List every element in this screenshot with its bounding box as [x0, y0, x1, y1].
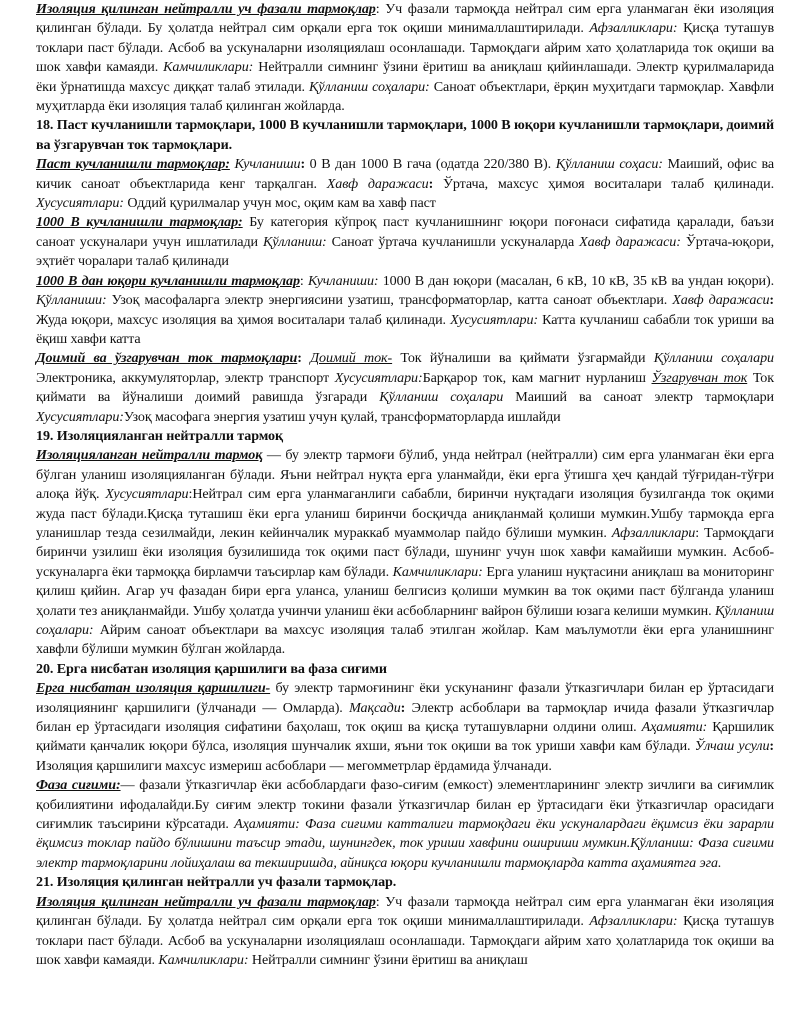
text-run: бу электр тармоғининг ёки ускунанинг фазали ўтказгичлари билан ер ўртасидаги изоляциянинг қаршилиги (ўлчанади — Омларда).	[36, 680, 774, 716]
text-run: Ток йўналиши ва қиймати ўзгармайди	[392, 350, 654, 367]
text-run	[302, 350, 310, 366]
label-run: Афзалликлари:	[589, 20, 678, 37]
label-run: Камчиликлари:	[392, 563, 483, 580]
label-run: Хусусиятлари:	[334, 369, 423, 386]
label-run: Камчиликлари:	[163, 59, 254, 76]
paragraph	[36, 213, 774, 271]
label-run: Хавф даражаси	[326, 175, 429, 192]
label-run: Аҳамияти:	[234, 816, 300, 833]
text-run: Электроника, аккумуляторлар, электр транспорт	[36, 369, 335, 386]
text-run: Маиший, офис ва кичик саноат объектларида кенг тарқалган.	[36, 156, 774, 192]
term-title: Ерга нисбатан изоляция қаршилиги-	[36, 680, 271, 697]
text-run: Ўртача, махсус ҳимоя воситалари талаб қилинади.	[433, 175, 774, 192]
text-run: Изоляция қаршилиги махсус измериш асбоблари — мегомметрлар ёрдамида ўлчанади.	[36, 757, 552, 774]
section-heading: 18. Паст кучланишли тармоқлари, 1000 В кучланишли тармоқлари, 1000 В юқори кучланишли тармоқлари, доимий ва ўзгарувчан ток тармоқлари.	[36, 117, 774, 153]
paragraph	[36, 893, 774, 971]
label-run: Қўлланиши:	[36, 292, 107, 309]
label-run: Кучланиши	[234, 156, 301, 173]
paragraph	[36, 679, 774, 776]
text-run: — бу электр тармоғи бўлиб, унда нейтрал (нейтралли) сим ерга уланмаган ёки ерга бўлган уланиш изоляцияланган бўлади. Яъни нейтрал нуқта ерга уланмайди, ёки ерга ўтишга ҳеч қандай тўғридан-тўғри алоқа йўқ.	[36, 447, 774, 503]
text-run: Қаршилик қиймати қанчалик юқори бўлса, изоляция шунчалик яхши, яъни ток оқиши ва ток уриши хавфи кам бўлади.	[36, 719, 774, 755]
text-run: Қисқа туташув токлари паст бўлади. Асбоб ва ускуналарни изоляциялаш осонлашади. Тармоқдаги айрим хато ҳолатларида ток оқиши ва шок хавфи камаяди.	[36, 20, 774, 76]
term-title: Изоляция қилинган нейтралли уч фазали тармоқлар	[36, 893, 376, 910]
label-run: Аҳамияти:	[641, 719, 708, 736]
text-run: Саноат объектлари, ёрқин муҳитдаги тармоқлар. Хавфли муҳитларда ёки изоляция талаб қилинган жойларда.	[36, 78, 774, 115]
label-run: Қўлланиш:	[630, 835, 694, 852]
paragraph	[36, 155, 774, 213]
label-run: Фаза сиғими электр тармоқларини лойиҳалаш ва текширишда, айниқса юқори кучланишли тармоқларда катта аҳамиятга эга.	[36, 835, 774, 871]
term-title: 1000 В дан юқори кучланишли тармоқлар	[36, 272, 300, 289]
label-run: :	[428, 175, 434, 192]
text-run: — фазали ўтказгичлар ёки асбоблардаги фазо-сиғим (емкост) элементларининг электр зичлиги ва сиғимлик қобилиятини ифодалайди.Бу сиғим электр токини фазали ўтказгичлар билан ер ўртасидаги ёки ўтказгичлар орасидаги сиғимлик таъсирини кўрсатади.	[36, 777, 775, 833]
text-run: : Уч фазали тармоқда нейтрал сим ерга уланмаган ёки изоляция қилинган бўлади. Бу ҳолатда нейтрал сим орқали ерга ток оқиши минималлаштирилади.	[36, 893, 774, 930]
text-run: Нейтралли симнинг ўзини ёритиш ва аниқлаш	[248, 951, 528, 968]
label-run: :	[300, 156, 306, 173]
section-heading: 19. Изоляцияланган нейтралли тармоқ	[36, 427, 284, 444]
text-run: : Тармоқдаги биринчи узилиш ёки изоляция бузилишида ток оқими паст бўлади, шунинг учун шок хавфи камайиши мумкин. Асбоб-ускуналарга ёки тармоққа бирламчи таъсирлар кам бўлади.	[36, 524, 774, 580]
label-run: Камчиликлари:	[158, 951, 249, 968]
paragraph	[36, 446, 774, 659]
term-title: Фаза сиғими:	[36, 777, 121, 794]
paragraph	[36, 776, 774, 873]
section-heading: 21. Изоляция қилинган нейтралли уч фазали тармоқлар.	[36, 874, 397, 891]
term-title: Доимий ва ўзгарувчан ток тармоқлари	[36, 350, 298, 367]
text-run: Ерга уланиш нуқтасини аниқлаш ва мониторинг қилиш қийин. Агар уч фазадан бири ерга уланса, уланиш белгисиз қолиши мумкин ва ток оқими паст бўлганда уланиш ҳолати тез аниқланмайди. Ушбу ҳолатда учинчи уланиш ёки асбобларнинг вайрон бўлиши юзага келиши мумкин.	[36, 563, 774, 619]
section-heading: 20. Ерга нисбатан изоляция қаршилиги ва фаза сиғими	[36, 660, 387, 677]
label-run: Қўлланиш соҳалари	[379, 389, 504, 406]
text-run: Ток қиймати ва йўналиши доимий равишда ўзгаради	[36, 369, 774, 406]
text-run: Жуда юқори, махсус изоляция ва ҳимоя воситалари талаб қилинади.	[36, 311, 451, 328]
label-run: Қўлланиш соҳалари	[653, 350, 774, 367]
text-run: Катта кучланиш сабабли ток уриши ва ёқиш хавфи катта	[36, 311, 774, 347]
term-title: Паст кучланишли тармоқлар:	[36, 156, 230, 173]
text-run: Узоқ масофаларга электр энергиясини узатиш, трансформаторлар, катта саноат объектлари.	[106, 292, 673, 309]
text-run: Электр асбоблари ва тармоқлар ичида фазали ўтказгичлар билан ер ўртасидаги изоляция сифатини баҳолаш, ток оқиш ва қисқа туташувларни олдини олиш.	[36, 699, 774, 736]
label-run: Хавф даражаси	[672, 292, 770, 309]
label-run: :	[297, 350, 302, 367]
term-title: Изоляция қилинган нейтралли уч фазали тармоқлар	[36, 1, 376, 17]
text-run: Саноат ўртача кучланишли ускуналарда	[326, 233, 580, 250]
label-run: :	[769, 292, 775, 309]
text-run: :Нейтрал сим ерга уланмаганлиги сабабли, биринчи нуқтадаги изоляция бузилганда ток оқими жуда паст бўлади.Қисқа туташиш ёки ерга уланиш биринчи босқичда аниқланмай қолиши мумкин.Ушбу тармоқда ерга уланишлар тезда сезилмайди, лекин кейинчалик мураккаб муаммолар пайдо бўлиши мумкин.	[36, 486, 774, 541]
text-run: Оддий қурилмалар учун мос, оқим кам ва хавф паст	[123, 195, 436, 212]
label-run: Доимий ток-	[310, 350, 393, 367]
paragraph	[36, 349, 774, 427]
label-run: Хусусиятлари:	[36, 408, 124, 425]
label-run: Қўлланиш соҳаси:	[555, 156, 663, 173]
paragraph	[36, 0, 774, 116]
text-run: Айрим саноат объектлари ва махсус изоляция талаб этилган жойлар. Кам маълумотли ёки ерга уланишнинг хавфли бўлиши мумкин бўлган жойларда.	[36, 622, 774, 658]
term-title: Изоляцияланган нейтралли тармоқ	[36, 447, 263, 464]
label-run: Ўлчаш усули	[694, 738, 770, 755]
label-run: Қўлланиш соҳалари:	[36, 602, 774, 638]
label-run: Хусусиятлари	[105, 486, 189, 503]
label-run: Фаза сиғими катталиги тармоқдаги ёки ускуналардаги ёқимсиз ёки зарарли ёқимсиз токлар пайдо бўлишини таъсир этади, шунингдек, ток уриши хавфини ошириши мумкин.	[36, 816, 774, 852]
label-run: Кучланиши:	[307, 272, 379, 289]
text-run: Ўртача-юқори, эҳтиёт чоралари талаб қилинади	[36, 233, 775, 270]
text-run: Қисқа туташув токлари паст бўлади. Асбоб ва ускуналарни изоляциялаш осонлашади. Тармоқдаги айрим хато ҳолатларида ток оқиши ва шок хавфи камаяди.	[36, 913, 774, 968]
label-run: Қўлланиш соҳалари:	[309, 78, 430, 95]
label-run: Афзалликлари:	[589, 913, 678, 930]
label-run: Мақсади	[349, 699, 401, 716]
label-run: Ўзгарувчан ток	[651, 369, 748, 386]
label-run: Хусусиятлари:	[36, 195, 124, 212]
label-run: :	[400, 699, 406, 716]
term-title: 1000 В кучланишли тармоқлар:	[36, 214, 243, 231]
text-run: Узоқ масофага энергия узатиш учун қулай, трансформаторларда ишлайди	[123, 408, 561, 425]
label-run: Афзалликлари	[611, 524, 696, 541]
text-run: Нейтралли симнинг ўзини ёритиш ва аниқлаш қийинлашади. Электр қурилмаларида ёки ўрнатишда махсус диққат талаб этилади.	[36, 59, 774, 95]
label-run: Қўлланиш:	[263, 233, 327, 250]
text-run: :	[299, 272, 308, 289]
text-run: Бу категория кўпроқ паст кучланишнинг юқори поғонаси сифатида қаралади, баъзи саноат ускуналари учун ишлатилади	[36, 214, 774, 250]
text-run: Барқарор ток, кам магнит нурланиш	[422, 369, 652, 386]
text-run: Маиший ва саноат электр тармоқлари	[503, 389, 774, 406]
paragraph	[36, 272, 774, 350]
label-run: :	[769, 738, 774, 755]
label-run: Хавф даражаси:	[579, 233, 681, 250]
text-run: 1000 В дан юқори (масалан, 6 кВ, 10 кВ, 35 кВ ва ундан юқори).	[378, 272, 774, 289]
label-run: Хусусиятлари:	[450, 311, 539, 328]
text-run: 0 В дан 1000 В гача (одатда 220/380 В).	[305, 156, 556, 173]
text-run: : Уч фазали тармоқда нейтрал сим ерга уланмаган ёки изоляция қилинган бўлади. Бу ҳолатда нейтрал сим орқали ерга ток оқиши минималлаштирилади.	[36, 1, 774, 37]
